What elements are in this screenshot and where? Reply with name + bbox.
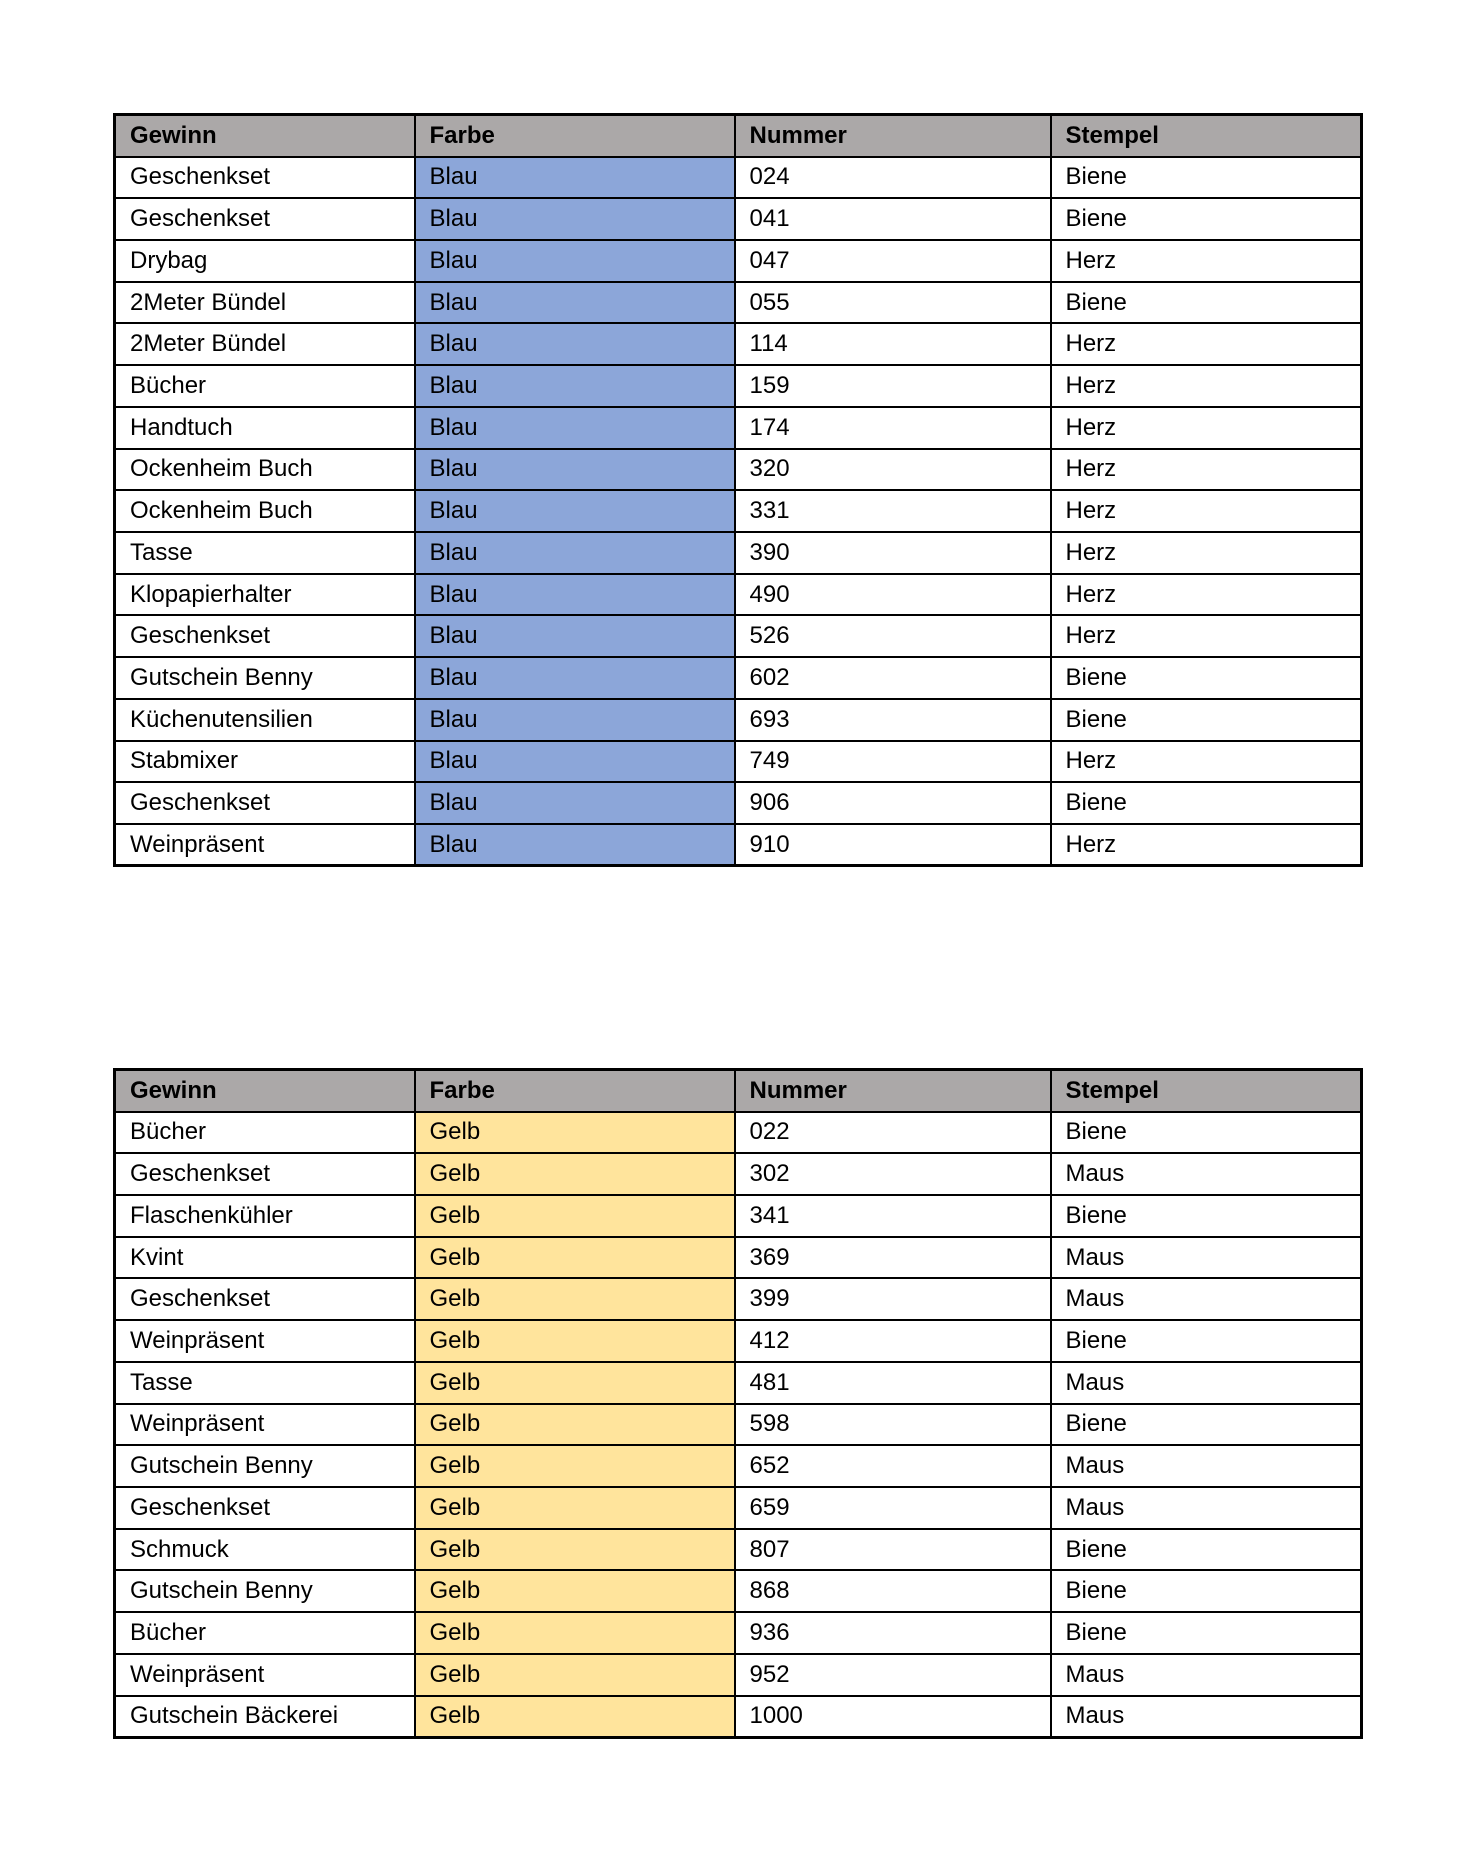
cell-gewinn: Klopapierhalter [115,574,415,616]
header-row [115,1070,1362,1112]
column-header-farbe: Farbe [415,1070,735,1112]
cell-gewinn: Geschenkset [115,782,415,824]
prize-table-gelb [113,1068,1363,1739]
cell-farbe: Gelb [415,1445,735,1487]
table-row [115,240,1362,282]
cell-stempel: Herz [1051,407,1362,449]
cell-farbe: Blau [415,657,735,699]
cell-farbe: Gelb [415,1153,735,1195]
table-row [115,449,1362,491]
table-blau-header [115,115,1362,157]
cell-farbe: Gelb [415,1195,735,1237]
cell-nummer: 022 [735,1112,1051,1154]
cell-farbe: Blau [415,240,735,282]
cell-farbe: Gelb [415,1320,735,1362]
cell-stempel: Maus [1051,1153,1362,1195]
cell-gewinn: Gutschein Bäckerei [115,1696,415,1738]
cell-stempel: Maus [1051,1278,1362,1320]
cell-gewinn: Geschenkset [115,1153,415,1195]
cell-stempel: Herz [1051,532,1362,574]
cell-nummer: 868 [735,1570,1051,1612]
cell-stempel: Herz [1051,615,1362,657]
table-row [115,574,1362,616]
cell-nummer: 807 [735,1529,1051,1571]
cell-nummer: 526 [735,615,1051,657]
cell-gewinn: Weinpräsent [115,1404,415,1446]
cell-gewinn: Stabmixer [115,741,415,783]
cell-stempel: Biene [1051,1320,1362,1362]
cell-nummer: 936 [735,1612,1051,1654]
table-row [115,1320,1362,1362]
cell-nummer: 399 [735,1278,1051,1320]
table-row [115,824,1362,866]
cell-farbe: Blau [415,699,735,741]
cell-gewinn: Gutschein Benny [115,657,415,699]
cell-nummer: 041 [735,198,1051,240]
table-row [115,1612,1362,1654]
table-row [115,1570,1362,1612]
cell-gewinn: Ockenheim Buch [115,490,415,532]
cell-stempel: Biene [1051,1570,1362,1612]
cell-stempel: Maus [1051,1696,1362,1738]
cell-gewinn: 2Meter Bündel [115,323,415,365]
column-header-stempel: Stempel [1051,1070,1362,1112]
cell-farbe: Gelb [415,1278,735,1320]
table-row [115,1404,1362,1446]
column-header-gewinn: Gewinn [115,115,415,157]
cell-nummer: 1000 [735,1696,1051,1738]
cell-nummer: 047 [735,240,1051,282]
column-header-farbe: Farbe [415,115,735,157]
table-row [115,532,1362,574]
cell-stempel: Herz [1051,449,1362,491]
table-row [115,1153,1362,1195]
table-row [115,699,1362,741]
cell-stempel: Biene [1051,1112,1362,1154]
cell-nummer: 369 [735,1237,1051,1279]
cell-farbe: Blau [415,824,735,866]
table-row [115,615,1362,657]
cell-gewinn: Geschenkset [115,1487,415,1529]
cell-nummer: 910 [735,824,1051,866]
cell-gewinn: Drybag [115,240,415,282]
table-row [115,1696,1362,1738]
cell-gewinn: Weinpräsent [115,1654,415,1696]
cell-farbe: Blau [415,365,735,407]
cell-gewinn: Geschenkset [115,1278,415,1320]
cell-nummer: 302 [735,1153,1051,1195]
table-row [115,407,1362,449]
cell-farbe: Blau [415,449,735,491]
cell-stempel: Maus [1051,1487,1362,1529]
cell-gewinn: Tasse [115,532,415,574]
table-row [115,1278,1362,1320]
table-row [115,282,1362,324]
cell-farbe: Gelb [415,1570,735,1612]
cell-nummer: 055 [735,282,1051,324]
cell-nummer: 490 [735,574,1051,616]
cell-stempel: Biene [1051,699,1362,741]
cell-farbe: Blau [415,782,735,824]
cell-gewinn: Bücher [115,1612,415,1654]
cell-nummer: 602 [735,657,1051,699]
cell-farbe: Gelb [415,1487,735,1529]
table-gelb-header [115,1070,1362,1112]
cell-nummer: 341 [735,1195,1051,1237]
cell-gewinn: Schmuck [115,1529,415,1571]
cell-farbe: Blau [415,407,735,449]
cell-gewinn: Bücher [115,365,415,407]
cell-farbe: Blau [415,574,735,616]
cell-stempel: Herz [1051,323,1362,365]
column-header-gewinn: Gewinn [115,1070,415,1112]
header-row [115,115,1362,157]
cell-farbe: Blau [415,490,735,532]
cell-gewinn: Geschenkset [115,198,415,240]
table-gelb-body [115,1112,1362,1738]
cell-stempel: Herz [1051,490,1362,532]
cell-nummer: 412 [735,1320,1051,1362]
cell-nummer: 952 [735,1654,1051,1696]
cell-stempel: Maus [1051,1237,1362,1279]
cell-stempel: Biene [1051,1529,1362,1571]
cell-farbe: Blau [415,741,735,783]
table-blau-body [115,157,1362,866]
cell-farbe: Blau [415,532,735,574]
cell-gewinn: Tasse [115,1362,415,1404]
table-row [115,198,1362,240]
prize-table-blau [113,113,1363,867]
cell-gewinn: Küchenutensilien [115,699,415,741]
cell-nummer: 159 [735,365,1051,407]
cell-stempel: Biene [1051,1612,1362,1654]
cell-nummer: 320 [735,449,1051,491]
cell-stempel: Herz [1051,824,1362,866]
cell-gewinn: Flaschenkühler [115,1195,415,1237]
table-row [115,657,1362,699]
cell-nummer: 598 [735,1404,1051,1446]
cell-stempel: Herz [1051,574,1362,616]
cell-gewinn: Geschenkset [115,615,415,657]
cell-nummer: 749 [735,741,1051,783]
cell-gewinn: Kvint [115,1237,415,1279]
cell-stempel: Biene [1051,1195,1362,1237]
table-row [115,1237,1362,1279]
table-row [115,1529,1362,1571]
cell-stempel: Biene [1051,1404,1362,1446]
cell-stempel: Maus [1051,1445,1362,1487]
cell-stempel: Biene [1051,282,1362,324]
cell-stempel: Biene [1051,198,1362,240]
cell-gewinn: 2Meter Bündel [115,282,415,324]
table-row [115,782,1362,824]
cell-farbe: Gelb [415,1237,735,1279]
table-row [115,1195,1362,1237]
cell-gewinn: Ockenheim Buch [115,449,415,491]
table-row [115,1362,1362,1404]
cell-farbe: Gelb [415,1654,735,1696]
table-row [115,157,1362,199]
table-row [115,1654,1362,1696]
cell-farbe: Blau [415,615,735,657]
table-row [115,490,1362,532]
cell-farbe: Gelb [415,1529,735,1571]
cell-stempel: Herz [1051,741,1362,783]
cell-nummer: 659 [735,1487,1051,1529]
cell-stempel: Maus [1051,1654,1362,1696]
table-row [115,1445,1362,1487]
table-row [115,365,1362,407]
cell-nummer: 331 [735,490,1051,532]
cell-stempel: Herz [1051,240,1362,282]
cell-gewinn: Weinpräsent [115,1320,415,1362]
cell-stempel: Maus [1051,1362,1362,1404]
cell-nummer: 114 [735,323,1051,365]
cell-gewinn: Bücher [115,1112,415,1154]
cell-gewinn: Gutschein Benny [115,1570,415,1612]
cell-gewinn: Weinpräsent [115,824,415,866]
cell-farbe: Blau [415,323,735,365]
cell-gewinn: Geschenkset [115,157,415,199]
cell-stempel: Biene [1051,157,1362,199]
cell-nummer: 693 [735,699,1051,741]
cell-gewinn: Gutschein Benny [115,1445,415,1487]
table-row [115,1112,1362,1154]
column-header-nummer: Nummer [735,115,1051,157]
cell-nummer: 906 [735,782,1051,824]
cell-farbe: Gelb [415,1612,735,1654]
cell-farbe: Blau [415,157,735,199]
cell-nummer: 481 [735,1362,1051,1404]
table-row [115,323,1362,365]
cell-farbe: Blau [415,198,735,240]
cell-nummer: 024 [735,157,1051,199]
table-row [115,741,1362,783]
cell-nummer: 390 [735,532,1051,574]
column-header-nummer: Nummer [735,1070,1051,1112]
cell-farbe: Gelb [415,1112,735,1154]
cell-farbe: Gelb [415,1362,735,1404]
cell-gewinn: Handtuch [115,407,415,449]
cell-stempel: Biene [1051,782,1362,824]
cell-stempel: Biene [1051,657,1362,699]
column-header-stempel: Stempel [1051,115,1362,157]
cell-nummer: 174 [735,407,1051,449]
cell-farbe: Blau [415,282,735,324]
cell-farbe: Gelb [415,1696,735,1738]
table-row [115,1487,1362,1529]
cell-nummer: 652 [735,1445,1051,1487]
cell-stempel: Herz [1051,365,1362,407]
cell-farbe: Gelb [415,1404,735,1446]
